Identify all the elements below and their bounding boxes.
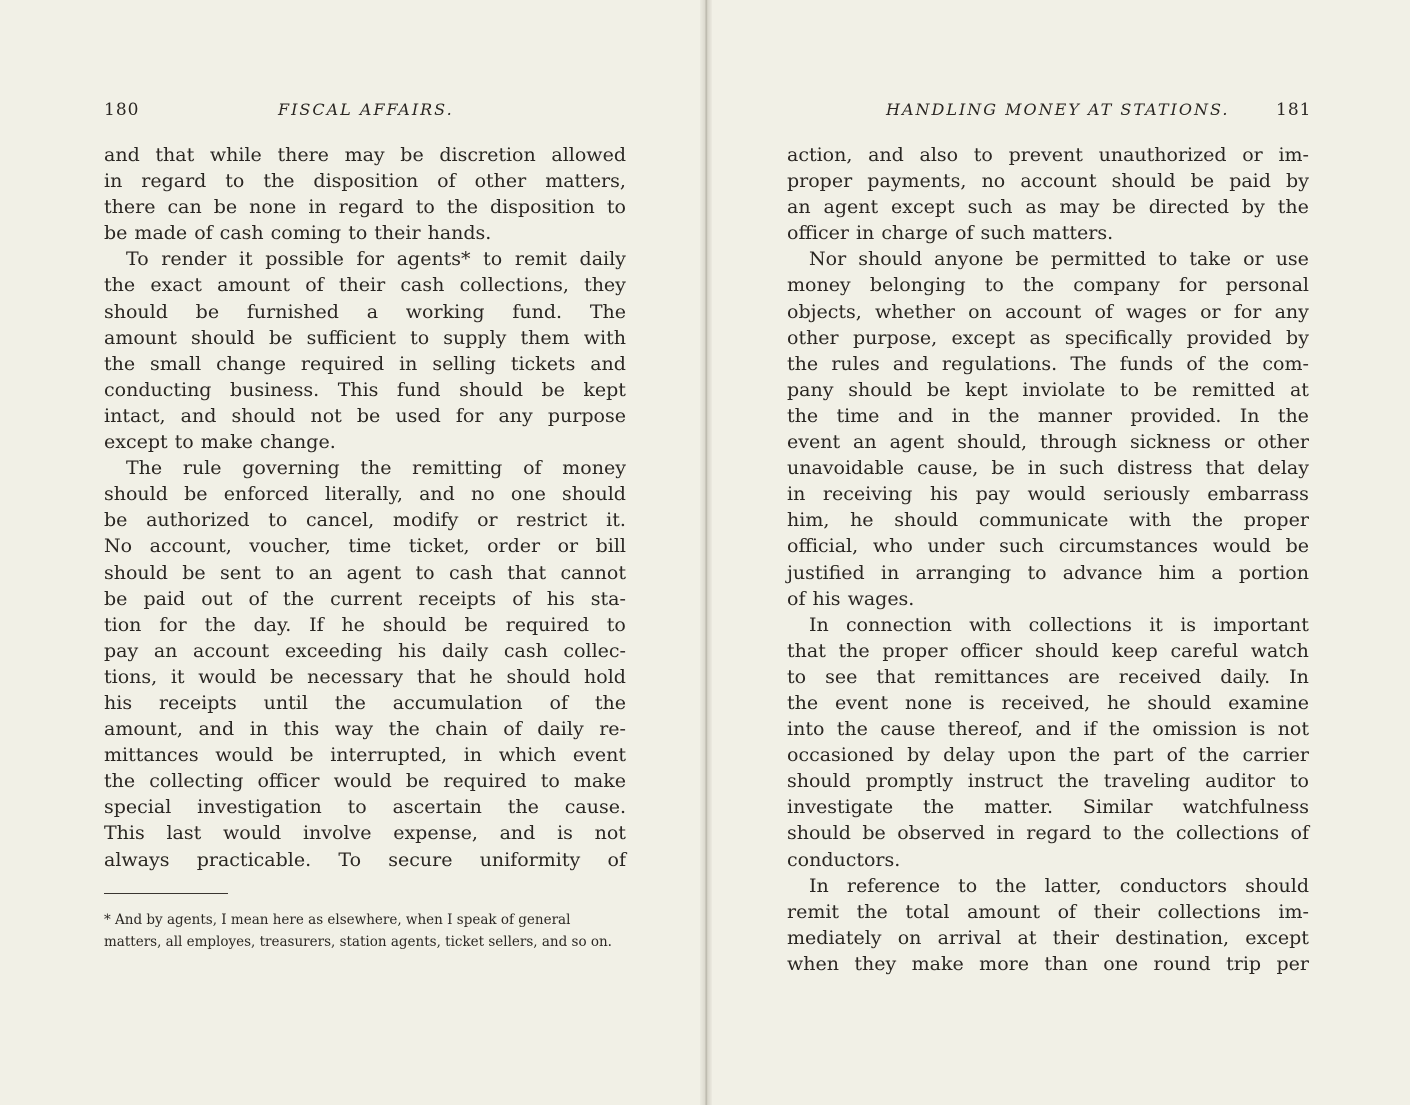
right-body-text — [787, 142, 1309, 977]
text-line: conducting business. This fund should be kept — [104, 378, 626, 401]
left-page — [0, 0, 700, 1105]
text-line: the collecting officer would be required to make — [104, 770, 626, 793]
text-line: should be enforced literally, and no one should — [104, 483, 626, 506]
text-line: unavoidable cause, be in such distress that delay — [787, 457, 1309, 480]
text-line: that the proper officer should keep careful watch — [787, 639, 1309, 662]
text-line: tions, it would be necessary that he should hold — [104, 665, 626, 688]
text-line: occasioned by delay upon the part of the carrier — [787, 744, 1309, 767]
text-line: justified in arranging to advance him a portion — [787, 561, 1309, 584]
text-line: pany should be kept inviolate to be remitted at — [787, 378, 1309, 401]
text-line: should be furnished a working fund. The — [104, 300, 626, 323]
text-line: the rules and regulations. The funds of the com- — [787, 352, 1309, 375]
text-line: to see that remittances are received daily. In — [787, 665, 1309, 688]
left-running-head — [0, 100, 700, 126]
text-line: the event none is received, he should examine — [787, 691, 1309, 714]
text-line: Nor should anyone be permitted to take or use — [809, 248, 1309, 271]
text-line: officer in charge of such matters. — [787, 222, 1114, 245]
text-line: his receipts until the accumulation of the — [104, 691, 626, 714]
text-line: of his wages. — [787, 587, 915, 610]
left-page-number: 180 — [104, 100, 140, 120]
text-line: objects, whether on account of wages or for any — [787, 300, 1309, 323]
text-line: money belonging to the company for personal — [787, 274, 1309, 297]
text-line: should be observed in regard to the collections of — [787, 822, 1309, 845]
text-line: No account, voucher, time ticket, order or bill — [104, 535, 626, 558]
text-line: amount, and in this way the chain of daily re- — [104, 718, 626, 741]
text-line: other purpose, except as specifically provided by — [787, 326, 1309, 349]
text-line: the exact amount of their cash collections, they — [104, 274, 626, 297]
text-line: should be sent to an agent to cash that cannot — [104, 561, 626, 584]
left-running-title: FISCAL AFFAIRS. — [278, 100, 454, 119]
text-line: should promptly instruct the traveling auditor to — [787, 770, 1309, 793]
text-line: tion for the day. If he should be required to — [104, 613, 626, 636]
text-line: conductors. — [787, 848, 901, 871]
text-line: proper payments, no account should be paid by — [787, 170, 1309, 193]
footnote: * And by agents, I mean here as elsewhere, when I speak of general matters, all employes, treasurers, station agents, ticket sellers, and so on. — [104, 912, 612, 950]
text-line: be paid out of the current receipts of his sta- — [104, 587, 626, 610]
text-line: This last would involve expense, and is not — [104, 822, 626, 845]
text-line: The rule governing the remitting of money — [126, 457, 626, 480]
left-body-text — [104, 142, 626, 873]
right-page — [712, 0, 1410, 1105]
text-line: him, he should communicate with the proper — [787, 509, 1309, 532]
text-line: amount should be sufficient to supply them with — [104, 326, 626, 349]
text-line: and that while there may be discretion allowed — [104, 144, 626, 166]
text-line: mediately on arrival at their destination, except — [787, 926, 1309, 949]
book-gutter — [700, 0, 712, 1105]
text-line: in receiving his pay would seriously embarrass — [787, 483, 1309, 506]
text-line: pay an account exceeding his daily cash collec- — [104, 639, 626, 662]
text-line: In reference to the latter, conductors should — [809, 874, 1309, 897]
text-line: official, who under such circumstances would be — [787, 535, 1309, 558]
text-line: always practicable. To secure uniformity of — [104, 848, 626, 871]
text-line: be made of cash coming to their hands. — [104, 222, 492, 245]
text-line: remit the total amount of their collections im- — [787, 900, 1309, 923]
text-line: event an agent should, through sickness or other — [787, 431, 1309, 454]
text-line: in regard to the disposition of other matters, — [104, 170, 626, 193]
text-line: To render it possible for agents* to remit daily — [126, 248, 626, 271]
text-line: into the cause thereof, and if the omission is not — [787, 718, 1309, 741]
text-line: be authorized to cancel, modify or restrict it. — [104, 509, 626, 532]
text-line: when they make more than one round trip per — [787, 952, 1309, 975]
text-line: an agent except such as may be directed by the — [787, 196, 1309, 219]
text-line: special investigation to ascertain the cause. — [104, 796, 626, 819]
text-line: action, and also to prevent unauthorized or im- — [787, 144, 1309, 166]
right-running-head — [712, 100, 1410, 126]
text-line: In connection with collections it is important — [809, 613, 1309, 636]
footnote-rule — [104, 893, 228, 894]
text-line: the small change required in selling tickets and — [104, 352, 626, 375]
text-line: there can be none in regard to the disposition to — [104, 196, 626, 219]
text-line: investigate the matter. Similar watchfulness — [787, 796, 1309, 819]
text-line: intact, and should not be used for any purpose — [104, 404, 626, 427]
right-page-number: 181 — [1276, 100, 1312, 120]
text-line: the time and in the manner provided. In the — [787, 404, 1309, 427]
text-line: mittances would be interrupted, in which event — [104, 744, 626, 767]
right-running-title: HANDLING MONEY AT STATIONS. — [886, 100, 1230, 119]
text-line: except to make change. — [104, 431, 336, 454]
